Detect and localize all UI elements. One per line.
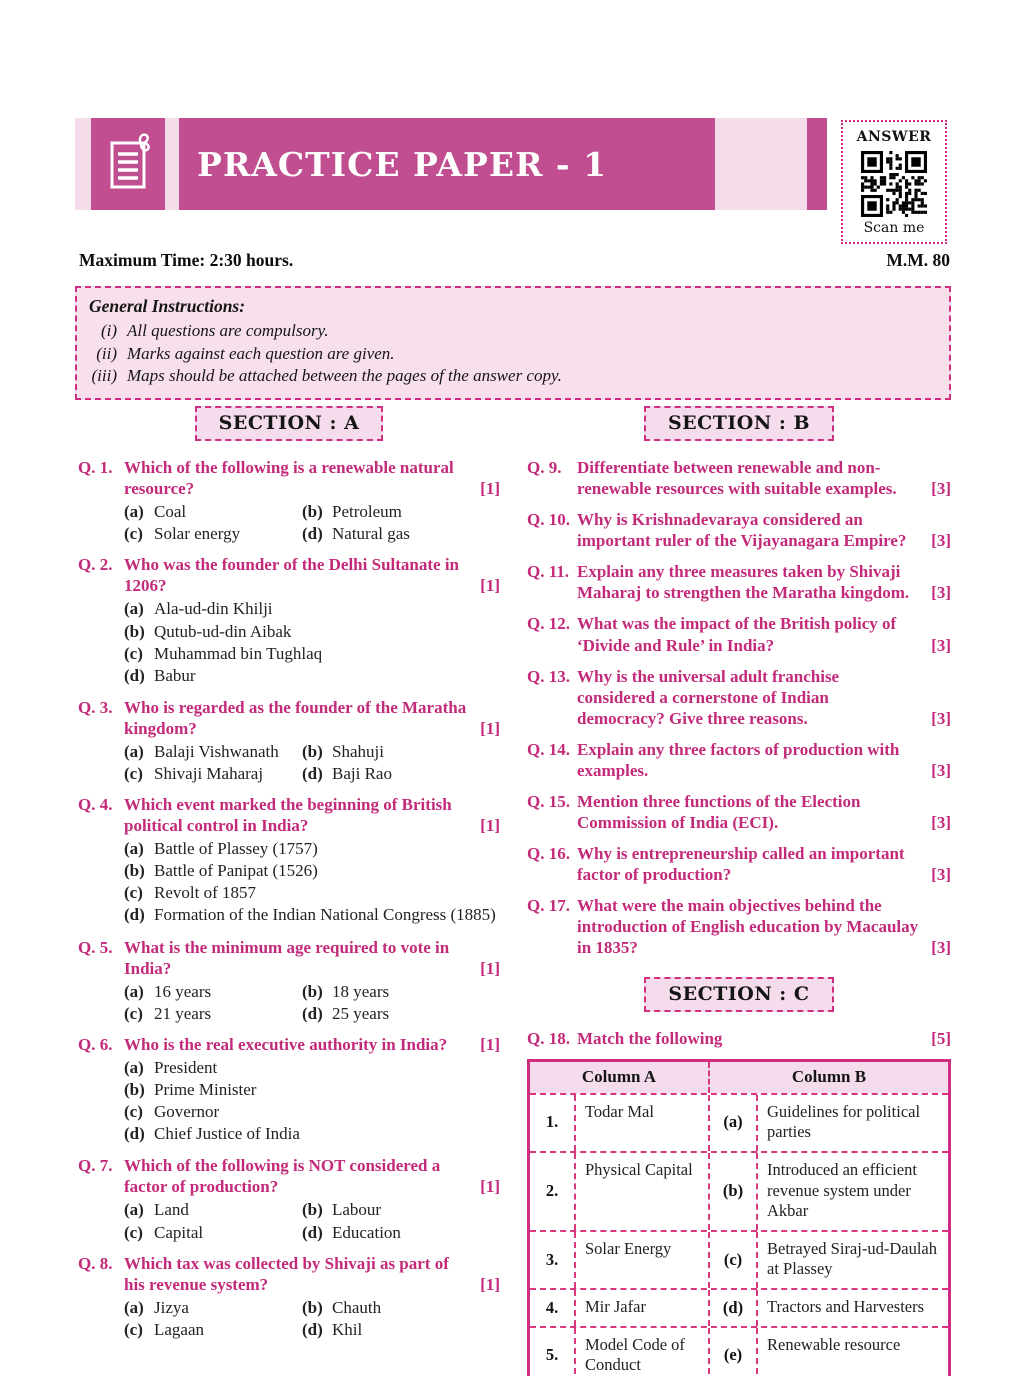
question [527,843,951,885]
question [78,1155,500,1242]
options-list [124,501,500,544]
option [124,904,500,925]
question-body [124,697,500,784]
question-body [124,457,500,544]
option [124,1003,302,1024]
question [527,895,951,958]
question-text: Differentiate between renewable and non-renewable resources with suitable examples. [3] [577,458,951,499]
question-label: Q. 2. [78,555,113,575]
column-a-value: Solar Energy [576,1232,710,1288]
section-b-questions [527,457,951,959]
option-text: Natural gas [332,524,410,544]
option-text: Balaji Vishwanath [154,741,279,761]
section-a-questions [78,457,500,1340]
options-list [124,1057,500,1144]
instruction-number: (i) [100,321,117,340]
option-text: Lagaan [154,1319,205,1339]
question [527,509,951,551]
question-text: Which tax was collected by Shivaji as part of his revenue system? [1] [124,1253,500,1294]
option-text: Jizya [154,1297,189,1317]
question-mark: [1] [480,1177,500,1197]
answer-qr-box [841,120,947,244]
option [302,981,500,1002]
header-magenta-strip [807,118,827,210]
option-text: Labour [332,1200,382,1220]
question [527,791,951,833]
row-number: 5. [530,1328,576,1376]
title-banner [179,118,715,210]
option-text: Baji Rao [332,764,392,784]
question-label: Q. 12. [527,614,570,634]
column-b-value: Introduced an efficient revenue system under Akbar [767,1159,917,1221]
question-label: Q. 3. [78,697,113,717]
instruction-text: Marks against each question are given. [127,343,395,363]
question-body [124,937,500,1024]
column-b-value: Tractors and Harvesters [767,1297,925,1317]
question-text: Which event marked the beginning of British political control in India? [1] [124,795,500,836]
question-18 [527,1028,951,1049]
row-letter: (e) [710,1328,758,1376]
option [124,1057,500,1078]
option [124,860,500,881]
option [302,501,500,522]
question-label: Q. 11. [527,562,570,582]
instructions-title: General Instructions: [89,296,246,316]
option-letter: (a) [124,1297,144,1317]
option-letter: (b) [302,981,323,1001]
document-icon [105,131,151,198]
option-letter: (a) [124,839,144,859]
question-mark: [3] [931,865,951,885]
instruction-item [89,365,935,388]
option-letter: (b) [124,1080,145,1100]
option-letter: (c) [124,764,143,784]
column-b-value: Betrayed Siraj-ud-Daulah at Plassey [767,1238,937,1279]
question-mark: [1] [480,576,500,596]
column-left [78,402,500,1376]
option [302,1003,500,1024]
row-number: 1. [530,1095,576,1151]
options-list [124,1199,500,1242]
qr-code [861,151,927,217]
question-label: Q. 15. [527,792,570,812]
question-body [577,843,951,885]
header-banner [75,118,827,210]
row-number: 4. [530,1290,576,1326]
column-a-header: Column A [530,1062,710,1093]
question-columns [78,402,951,1376]
option [124,643,500,664]
option [124,741,302,762]
page-title: PRACTICE PAPER - 1 [197,144,608,184]
question-body [124,554,500,686]
row-letter: (c) [710,1232,758,1288]
table-row [530,1151,948,1230]
question [78,1034,500,1145]
option [124,665,500,686]
header-pink-strip [715,118,807,210]
option-letter: (b) [124,621,145,641]
option [124,1199,302,1220]
option-letter: (d) [302,1003,323,1023]
option-text: Qutub-ud-din Aibak [154,621,292,641]
match-table-header [530,1062,948,1093]
option-letter: (c) [124,524,143,544]
question-body [577,739,951,781]
option-text: Land [154,1200,189,1220]
question [78,1253,500,1340]
instruction-text: All questions are compulsory. [127,321,329,340]
question [527,561,951,603]
question-text: What is the minimum age required to vote in India? [1] [124,937,500,978]
option-letter: (c) [124,1319,143,1339]
question-label: Q. 9. [527,458,562,477]
option-text: Khil [332,1319,363,1339]
option [302,523,500,544]
header-gap-strip [165,118,179,210]
question [78,554,500,686]
option-letter: (d) [124,905,145,925]
option-text: Battle of Panipat (1526) [154,861,318,881]
question-text: Explain any three measures taken by Shivaji Maharaj to strengthen the Maratha kingdom. [3] [577,562,951,603]
option-letter: (a) [124,502,144,522]
column-a-value: Model Code of Conduct [576,1328,710,1376]
question [78,937,500,1024]
option-letter: (b) [302,502,323,522]
question-text: Who is regarded as the founder of the Maratha kingdom? [1] [124,697,500,738]
option [124,882,500,903]
question [78,794,500,926]
option-letter: (b) [302,1200,323,1220]
question-text: Mention three functions of the Election Commission of India (ECI). [3] [577,792,951,833]
option-text: President [154,1057,218,1077]
question-mark: [1] [480,1034,500,1054]
option [124,763,302,784]
table-row [530,1230,948,1288]
instructions-list [89,320,935,388]
option [302,1319,500,1340]
option-text: Shivaji Maharaj [154,764,264,784]
option-text: Governor [154,1102,220,1122]
option-text: Muhammad bin Tughlaq [154,643,323,663]
options-list [124,741,500,784]
option [124,981,302,1002]
question-body [124,1155,500,1242]
section-b-header: SECTION : B [644,406,834,441]
option-letter: (c) [124,643,143,663]
question-body [577,613,951,655]
header-left-strip [75,118,91,210]
question-mark: [3] [931,813,951,833]
option-letter: (c) [124,1102,143,1122]
option-letter: (d) [302,1222,323,1242]
option-text: 21 years [154,1003,212,1023]
question-mark: [1] [480,1274,500,1294]
question-label: Q. 1. [78,458,113,477]
question-label: Q. 6. [78,1034,113,1054]
maximum-time: Maximum Time: 2:30 hours. [79,250,294,270]
row-letter: (a) [710,1095,758,1151]
scan-me-label: Scan me [863,220,925,236]
question-body [577,457,951,499]
option-letter: (b) [124,861,145,881]
question-body [577,509,951,551]
option-text: Ala-ud-din Khilji [154,599,273,619]
general-instructions-box [75,286,951,400]
question [527,613,951,655]
option-text: Babur [154,665,196,685]
match-table [527,1059,951,1376]
question [78,457,500,544]
option-letter: (b) [302,741,323,761]
row-letter: (b) [710,1153,758,1230]
column-b-value: Renewable resource [767,1334,901,1354]
section-c-header: SECTION : C [644,977,833,1012]
question-text: Why is Krishnadevaraya considered an important ruler of the Vijayanagara Empire? [3] [577,510,951,551]
question-body [124,1253,500,1340]
question-text: Who is the real executive authority in India? [1] [124,1034,500,1054]
row-letter: (d) [710,1290,758,1326]
question-text: Match the following [5] [577,1028,951,1048]
row-number: 3. [530,1232,576,1288]
question-label: Q. 8. [78,1253,113,1273]
question-mark: [1] [480,958,500,978]
question-body [577,666,951,729]
option-text: Education [332,1222,401,1242]
option [124,1222,302,1243]
question-mark: [1] [480,816,500,836]
column-a-value: Todar Mal [576,1095,710,1151]
meta-row [79,250,950,271]
option [124,1297,302,1318]
question-label: Q. 18. [527,1028,570,1048]
options-list [124,981,500,1024]
option [124,1319,302,1340]
option [302,1297,500,1318]
question-label: Q. 7. [78,1156,113,1176]
question-body [577,1028,951,1049]
question-mark: [5] [931,1028,951,1048]
option-letter: (c) [124,1222,143,1242]
options-list [124,1297,500,1340]
option [124,621,500,642]
answer-label: ANSWER [856,129,932,145]
options-list [124,598,500,685]
option-letter: (a) [124,1200,144,1220]
option [124,1123,500,1144]
question [527,457,951,499]
question-text: Which of the following is NOT considered a factor of production? [1] [124,1156,500,1197]
option [302,763,500,784]
question-text: Why is entrepreneurship called an important factor of production? [3] [577,844,951,885]
option [124,838,500,859]
row-number: 2. [530,1153,576,1230]
option-letter: (d) [124,1124,145,1144]
option [124,501,302,522]
question-body [577,561,951,603]
option [302,1199,500,1220]
option [124,598,500,619]
question-text: Who was the founder of the Delhi Sultanate in 1206? [1] [124,555,500,596]
option-letter: (c) [124,883,143,903]
option-text: 25 years [332,1003,390,1023]
question-mark: [3] [931,938,951,958]
option-text: Petroleum [332,502,402,522]
question [527,666,951,729]
option-letter: (d) [302,524,323,544]
question-mark: [3] [931,635,951,655]
option-letter: (d) [302,764,323,784]
option-letter: (a) [124,981,144,1001]
option-text: 16 years [154,981,212,1001]
instruction-number: (ii) [96,343,117,363]
section-a-header: SECTION : A [195,406,384,441]
question-mark: [3] [931,760,951,780]
column-a-value: Mir Jafar [576,1290,710,1326]
option-text: Shahuji [332,741,384,761]
question-label: Q. 10. [527,510,570,530]
column-b-value: Guidelines for political parties [767,1101,921,1142]
table-row [530,1288,948,1326]
option-text: Chauth [332,1297,382,1317]
instruction-text: Maps should be attached between the pages of the answer copy. [127,366,562,386]
question-mark: [1] [480,718,500,738]
question-label: Q. 17. [527,896,570,916]
option-text: Capital [154,1222,204,1242]
question-label: Q. 16. [527,844,570,864]
question-body [577,895,951,958]
question-label: Q. 4. [78,795,113,815]
option-letter: (a) [124,741,144,761]
question-mark: [3] [931,531,951,551]
maximum-marks: M.M. 80 [886,250,950,270]
option-letter: (d) [124,665,145,685]
question-text: Explain any three factors of production with examples. [3] [577,739,951,780]
option-letter: (a) [124,1057,144,1077]
option [302,1222,500,1243]
option [124,1101,500,1122]
column-right [527,402,951,1376]
instruction-item [89,343,935,366]
option-text: Prime Minister [154,1080,257,1100]
column-a-value: Physical Capital [576,1153,710,1230]
question [78,697,500,784]
question-text: Which of the following is a renewable natural resource? [1] [124,458,500,499]
question-mark: [3] [931,583,951,603]
question-body [577,791,951,833]
question-label: Q. 13. [527,666,570,686]
option [124,523,302,544]
question-text: What was the impact of the British policy of ‘Divide and Rule’ in India? [3] [577,614,951,655]
question-mark: [1] [480,479,500,499]
option-letter: (d) [302,1319,323,1339]
option-text: Chief Justice of India [154,1124,300,1144]
question-body [124,1034,500,1145]
table-row [530,1093,948,1151]
option [302,741,500,762]
instruction-number: (iii) [91,366,117,386]
options-list [124,838,500,925]
option-text: Formation of the Indian National Congress (1885) [154,905,496,925]
question-text: Why is the universal adult franchise considered a cornerstone of Indian democracy? Give three reasons. [3] [577,666,951,728]
option-letter: (a) [124,599,144,619]
question-mark: [3] [931,708,951,728]
option-letter: (b) [302,1297,323,1317]
option-letter: (c) [124,1003,143,1023]
question-body [124,794,500,926]
option-text: Solar energy [154,524,241,544]
table-row [530,1326,948,1376]
header-icon-box [91,118,165,210]
question-mark: [3] [931,479,951,499]
question-label: Q. 14. [527,739,570,759]
question-label: Q. 5. [78,937,113,957]
option [124,1079,500,1100]
option-text: 18 years [332,981,390,1001]
question [527,739,951,781]
match-table-body [530,1093,948,1376]
instruction-item [89,320,935,343]
option-text: Battle of Plassey (1757) [154,839,318,859]
column-b-header: Column B [791,1066,867,1086]
option-text: Coal [154,502,187,522]
question-text: What were the main objectives behind the introduction of English education by Macaulay in 1835? [3] [577,896,951,958]
option-text: Revolt of 1857 [154,883,256,903]
